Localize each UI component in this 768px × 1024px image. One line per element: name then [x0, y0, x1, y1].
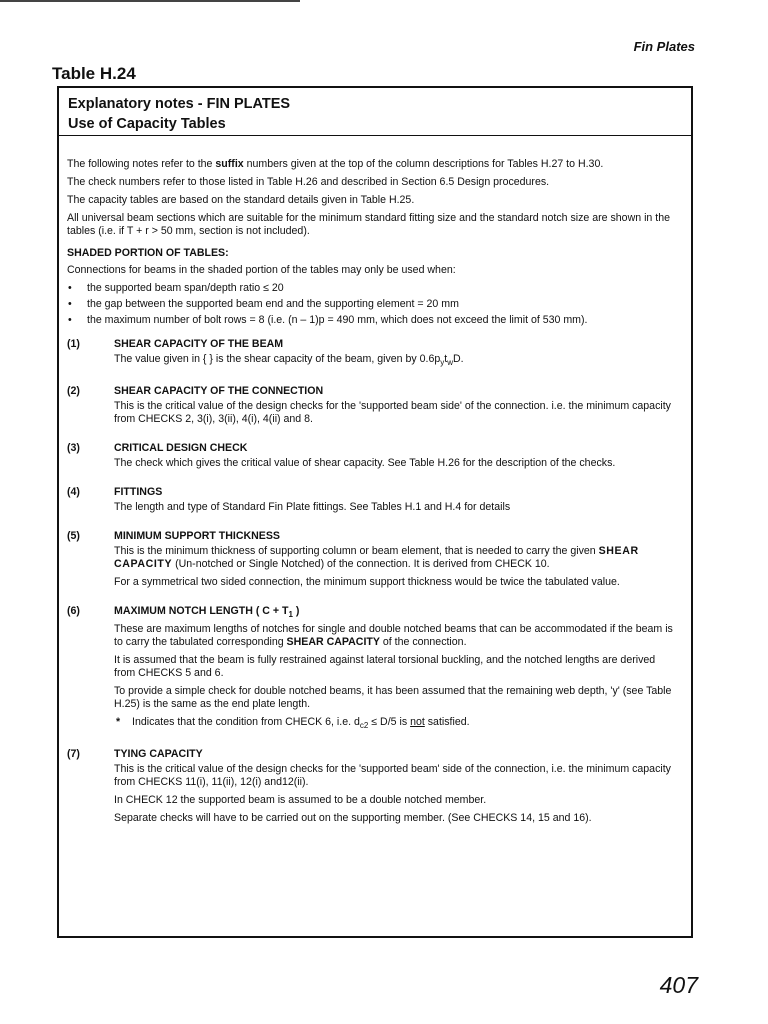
bullet-text: the maximum number of bolt rows = 8 (i.e. (n – 1)p = 490 mm, which does not exceed the limit of 530 mm). [87, 314, 588, 326]
table-label: Table H.24 [52, 64, 136, 83]
shaded-portion-heading: SHADED PORTION OF TABLES: [67, 247, 229, 259]
note-text: This is the critical value of the design checks for the 'supported beam' side of the connection, i.e. the minimum capacity from CHECKS 11(i), 11(ii), 12(i) and12(ii). [114, 763, 671, 789]
heading-part: ) [292, 605, 300, 618]
note-item-5 [67, 530, 677, 594]
note-text [114, 353, 677, 369]
note-text-part: t [444, 353, 448, 365]
note-text-part: ≤ D/5 is [368, 716, 411, 729]
notes-content [59, 136, 691, 830]
note-number: (3) [67, 442, 80, 455]
note-heading: CRITICAL DESIGN CHECK [114, 442, 248, 455]
note-text-part: These are maximum lengths of notches for single and double notched beams that can be accommodated if the beam is to carry the tabulated corresponding [114, 623, 673, 649]
subscript: 1 [288, 610, 293, 620]
asterisk-icon: * [116, 716, 121, 729]
note-text: In CHECK 12 the supported beam is assumed to be a double notched member. [114, 794, 487, 807]
subscript: y [440, 358, 445, 368]
note-text-part: The value given in { } is the shear capacity of the beam, given by 0.6p [114, 353, 441, 365]
note-heading: SHEAR CAPACITY OF THE CONNECTION [114, 385, 324, 398]
note-text-part: D. [453, 353, 464, 365]
note-text [114, 545, 677, 571]
note-item-7 [67, 748, 677, 830]
intro-paragraph-2: The check numbers refer to those listed in Table H.26 and described in Section 6.5 Design procedures. [67, 176, 550, 188]
subscript: c2 [359, 721, 369, 731]
note-text-part: This is the minimum thickness of supporting column or beam element, that is needed to carry the given [114, 545, 599, 558]
note-number: (4) [67, 486, 80, 499]
intro-p1-text: The following notes refer to the [67, 158, 216, 170]
title-line-2: Use of Capacity Tables [68, 116, 226, 132]
note-text-part: of the connection. [379, 636, 467, 649]
top-rule [0, 0, 300, 2]
note-item-1 [67, 338, 677, 374]
intro-paragraph-4: All universal beam sections which are suitable for the minimum standard fitting size and the standard notch size are shown in the tables (i.e. if T + r > 50 mm, section is not included). [67, 212, 670, 237]
note-heading [114, 605, 677, 621]
note-star-line [114, 716, 677, 732]
bullet-icon: • [68, 314, 72, 326]
note-item-4 [67, 486, 677, 519]
note-text-part: satisfied. [424, 716, 470, 729]
note-item-3 [67, 442, 677, 475]
note-body [114, 748, 677, 830]
note-item-2 [67, 385, 677, 431]
list-item [67, 298, 677, 311]
running-header: Fin Plates [633, 39, 695, 54]
note-heading: SHEAR CAPACITY OF THE BEAM [114, 338, 284, 350]
note-number: (7) [67, 748, 80, 761]
note-text-part: (Un-notched or Single Notched) of the connection. It is derived from CHECK 10. [172, 558, 550, 571]
note-body [114, 530, 677, 594]
note-number: (5) [67, 530, 80, 543]
note-heading: FITTINGS [114, 486, 163, 499]
heading-part: MAXIMUM NOTCH LENGTH ( C + T [114, 605, 289, 618]
note-text: Separate checks will have to be carried out on the supporting member. (See CHECKS 14, 15 and 16). [114, 812, 592, 825]
note-text: The check which gives the critical value of shear capacity. See Table H.26 for the description of the checks. [114, 457, 616, 470]
bullet-icon: • [68, 282, 72, 294]
title-block [59, 88, 691, 136]
note-text-part: Indicates that the condition from CHECK 6, i.e. d [132, 716, 360, 729]
bullet-text: the gap between the supported beam end and the supporting element = 20 mm [87, 298, 459, 310]
bullet-icon: • [68, 298, 72, 310]
note-body [114, 442, 677, 475]
title-line-1: Explanatory notes - FIN PLATES [68, 96, 291, 112]
list-item [67, 282, 677, 295]
note-text: For a symmetrical two sided connection, the minimum support thickness would be twice the tabulated value. [114, 576, 620, 589]
list-item [67, 314, 677, 327]
intro-p1-text-end: numbers given at the top of the column descriptions for Tables H.27 to H.30. [243, 158, 604, 170]
note-text-bold: SHEAR CAPACITY [286, 636, 380, 649]
note-body [114, 486, 677, 519]
note-item-6 [67, 605, 677, 737]
note-number: (1) [67, 338, 80, 350]
note-number: (2) [67, 385, 80, 398]
notes-frame [57, 86, 693, 938]
shaded-portion-lead: Connections for beams in the shaded portion of the tables may only be used when: [67, 264, 456, 276]
note-heading: TYING CAPACITY [114, 748, 203, 761]
intro-paragraph-3: The capacity tables are based on the standard details given in Table H.25. [67, 194, 415, 206]
note-body [114, 338, 677, 374]
subscript: w [447, 358, 453, 368]
bullet-text: the supported beam span/depth ratio ≤ 20 [87, 282, 284, 294]
note-text: The length and type of Standard Fin Plate fittings. See Tables H.1 and H.4 for details [114, 501, 511, 514]
note-number: (6) [67, 605, 80, 618]
underlined-word: not [410, 716, 425, 729]
intro-paragraph-1 [67, 158, 677, 171]
intro-p1-bold: suffix [215, 158, 244, 170]
note-heading: MINIMUM SUPPORT THICKNESS [114, 530, 280, 543]
note-text: To provide a simple check for double notched beams, it has been assumed that the remaining web depth, 'y' (see Table H.25) is the same as the end plate length. [114, 685, 672, 711]
shaded-conditions-list [67, 282, 677, 327]
note-body [114, 605, 677, 737]
note-text: It is assumed that the beam is fully restrained against lateral torsional buckling, and the notched lengths are derived from CHECKS 5 and 6. [114, 654, 656, 680]
note-body [114, 385, 677, 431]
page-number: 407 [659, 972, 698, 998]
note-text-bold: SHEAR CAPACITY [114, 545, 639, 571]
note-text [114, 623, 677, 649]
note-text: This is the critical value of the design checks for the 'supported beam side' of the connection. i.e. the minimum capacity from CHECKS 2, 3(i), 3(ii), 4(i), 4(ii) and 8. [114, 400, 671, 426]
